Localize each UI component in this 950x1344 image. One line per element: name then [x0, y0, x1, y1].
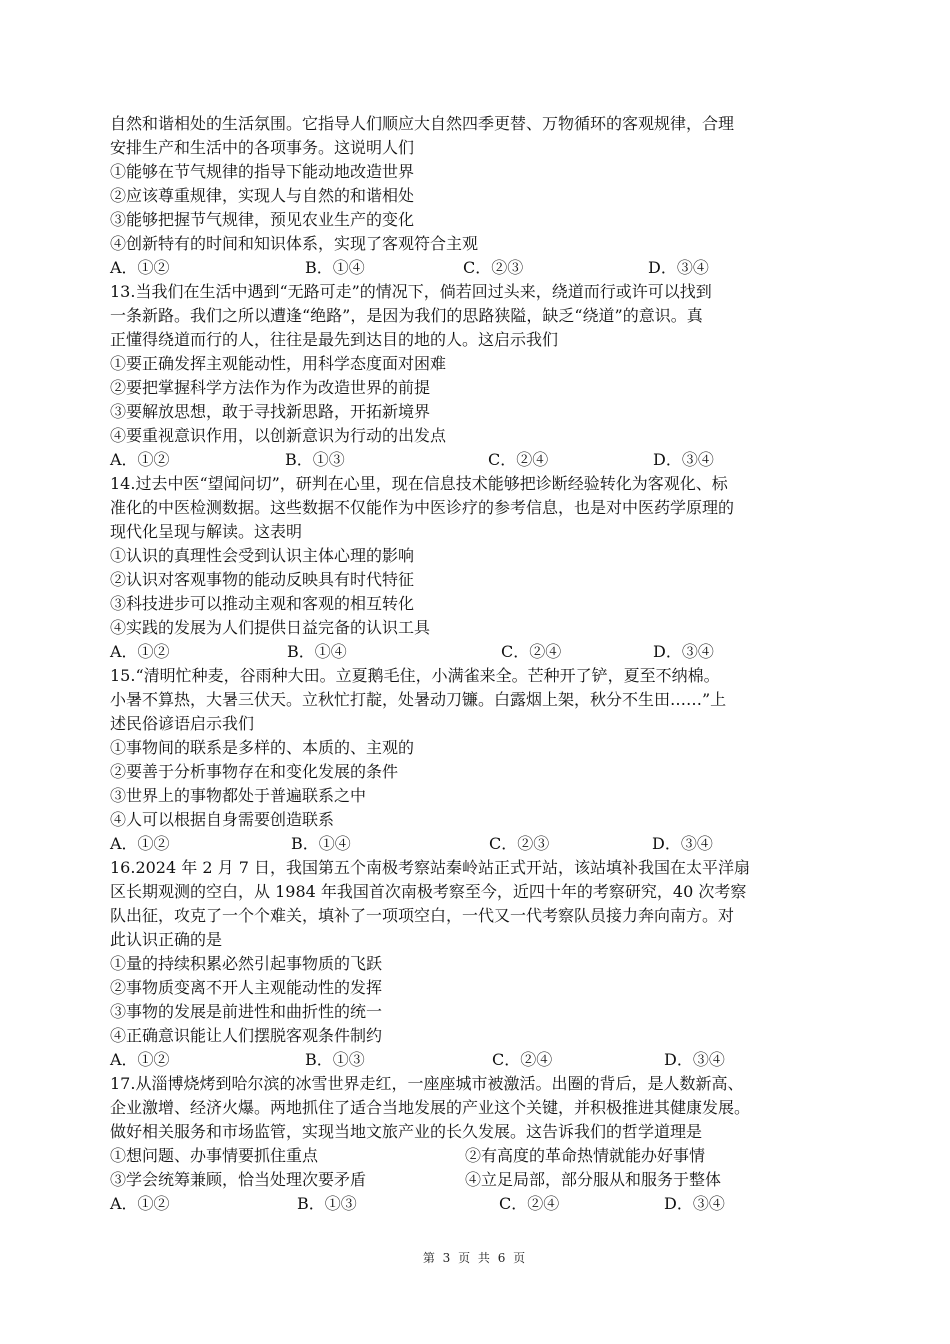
- choice-1: ①能够在节气规律的指导下能动地改造世界: [110, 162, 415, 181]
- stem-line: 企业激增、经济火爆。两地抓住了适合当地发展的产业这个关键，并积极推进其健康发展。: [110, 1098, 751, 1117]
- option-b: B．①④: [291, 834, 351, 853]
- stem-line: 正懂得绕道而行的人，往往是最先到达目的地的人。这启示我们: [110, 330, 559, 349]
- stem-line: 区长期观测的空白，从 1984 年我国首次南极考察至今，近四十年的考察研究，40 次考察: [110, 882, 747, 901]
- option-a: A．①②: [110, 258, 170, 277]
- question-12-continued: [110, 112, 850, 280]
- choice-2: ②认识对客观事物的能动反映具有时代特征: [110, 570, 415, 589]
- option-d: D．③④: [653, 450, 714, 469]
- choice-3: ③学会统筹兼顾，恰当处理次要矛盾: [110, 1170, 367, 1189]
- question-16: [110, 856, 850, 1072]
- option-b: B．①③: [285, 450, 345, 469]
- choice-2: ②要善于分析事物存在和变化发展的条件: [110, 762, 399, 781]
- page-footer: 第 3 页 共 6 页: [422, 1251, 528, 1265]
- question-14: [110, 472, 850, 664]
- question-17: [110, 1072, 850, 1216]
- choice-3: ③科技进步可以推动主观和客观的相互转化: [110, 594, 415, 613]
- answer-options: [110, 640, 850, 664]
- exam-page: [110, 112, 850, 1216]
- option-d: D．③④: [652, 834, 713, 853]
- choice-4: ④实践的发展为人们提供日益完备的认识工具: [110, 618, 431, 637]
- choices-row: [110, 1144, 850, 1168]
- option-a: A．①②: [110, 834, 170, 853]
- choice-2: ②要把掌握科学方法作为作为改造世界的前提: [110, 378, 431, 397]
- option-c: C．②④: [488, 450, 549, 469]
- choice-4: ④要重视意识作用，以创新意识为行动的出发点: [110, 426, 447, 445]
- option-a: A．①②: [110, 1050, 170, 1069]
- option-c: C．②④: [499, 1194, 560, 1213]
- choice-3: ③事物的发展是前进性和曲折性的统一: [110, 1002, 383, 1021]
- stem-line: 13.当我们在生活中遇到“无路可走”的情况下，倘若回过头来，绕道而行或许可以找到: [110, 282, 712, 301]
- choice-1: ①认识的真理性会受到认识主体心理的影响: [110, 546, 415, 565]
- option-c: C．②④: [492, 1050, 553, 1069]
- stem-line: 17.从淄博烧烤到哈尔滨的冰雪世界走红，一座座城市被激活。出圈的背后，是人数新高、: [110, 1074, 744, 1093]
- option-a: A．①②: [110, 642, 170, 661]
- choices-row: [110, 1168, 850, 1192]
- question-13: [110, 280, 850, 472]
- choice-4: ④人可以根据自身需要创造联系: [110, 810, 335, 829]
- answer-options: [110, 1048, 850, 1072]
- option-b: B．①④: [287, 642, 347, 661]
- option-d: D．③④: [664, 1050, 725, 1069]
- stem-line: 小暑不算热，大暑三伏天。立秋忙打靛，处暑动刀镰。白露烟上架，秋分不生田……”上: [110, 690, 727, 709]
- stem-line: 16.2024 年 2 月 7 日，我国第五个南极考察站秦岭站正式开站，该站填补我国在太平洋扇: [110, 858, 750, 877]
- choice-2: ②事物质变离不开人主观能动性的发挥: [110, 978, 383, 997]
- option-d: D．③④: [664, 1194, 725, 1213]
- option-a: A．①②: [110, 450, 170, 469]
- choice-2: ②应该尊重规律，实现人与自然的和谐相处: [110, 186, 415, 205]
- choice-1: ①要正确发挥主观能动性，用科学态度面对困难: [110, 354, 447, 373]
- stem-line: 15.“清明忙种麦，谷雨种大田。立夏鹅毛住，小满雀来全。芒种开了铲，夏至不纳棉。: [110, 666, 720, 685]
- option-d: D．③④: [653, 642, 714, 661]
- stem-line: 队出征，攻克了一个个难关，填补了一项项空白，一代又一代考察队员接力奔向南方。对: [110, 906, 735, 925]
- stem-line: 做好相关服务和市场监管，实现当地文旅产业的长久发展。这告诉我们的哲学道理是: [110, 1122, 703, 1141]
- stem-line: 14.过去中医“望闻问切”，研判在心里，现在信息技术能够把诊断经验转化为客观化、标: [110, 474, 728, 493]
- option-c: C．②④: [501, 642, 562, 661]
- choice-4: ④正确意识能让人们摆脱客观条件制约: [110, 1026, 383, 1045]
- stem-line: 现代化呈现与解读。这表明: [110, 522, 303, 541]
- question-15: [110, 664, 850, 856]
- choice-1: ①事物间的联系是多样的、本质的、主观的: [110, 738, 415, 757]
- stem-line: 述民俗谚语启示我们: [110, 714, 255, 733]
- option-b: B．①③: [297, 1194, 357, 1213]
- choice-3: ③世界上的事物都处于普遍联系之中: [110, 786, 367, 805]
- option-c: C．②③: [489, 834, 550, 853]
- option-d: D．③④: [648, 258, 709, 277]
- stem-line: 准化的中医检测数据。这些数据不仅能作为中医诊疗的参考信息，也是对中医药学原理的: [110, 498, 735, 517]
- choice-3: ③能够把握节气规律，预见农业生产的变化: [110, 210, 415, 229]
- stem-line: 一条新路。我们之所以遭逢“绝路”，是因为我们的思路狭隘，缺乏“绕道”的意识。真: [110, 306, 703, 325]
- choice-4: ④创新特有的时间和知识体系，实现了客观符合主观: [110, 234, 479, 253]
- answer-options: [110, 1192, 850, 1216]
- choice-1: ①量的持续积累必然引起事物质的飞跃: [110, 954, 383, 973]
- answer-options: [110, 256, 850, 280]
- option-c: C．②③: [463, 258, 524, 277]
- stem-line: 此认识正确的是: [110, 930, 223, 949]
- answer-options: [110, 448, 850, 472]
- stem-line: 安排生产和生活中的各项事务。这说明人们: [110, 138, 415, 157]
- stem-line: 自然和谐相处的生活氛围。它指导人们顺应大自然四季更替、万物循环的客观规律，合理: [110, 114, 735, 133]
- option-b: B．①③: [305, 1050, 365, 1069]
- choice-1: ①想问题、办事情要抓住重点: [110, 1146, 319, 1165]
- option-b: B．①④: [305, 258, 365, 277]
- choice-4: ④立足局部，部分服从和服务于整体: [465, 1170, 722, 1189]
- choice-3: ③要解放思想，敢于寻找新思路，开拓新境界: [110, 402, 431, 421]
- choice-2: ②有高度的革命热情就能办好事情: [465, 1146, 706, 1165]
- answer-options: [110, 832, 850, 856]
- option-a: A．①②: [110, 1194, 170, 1213]
